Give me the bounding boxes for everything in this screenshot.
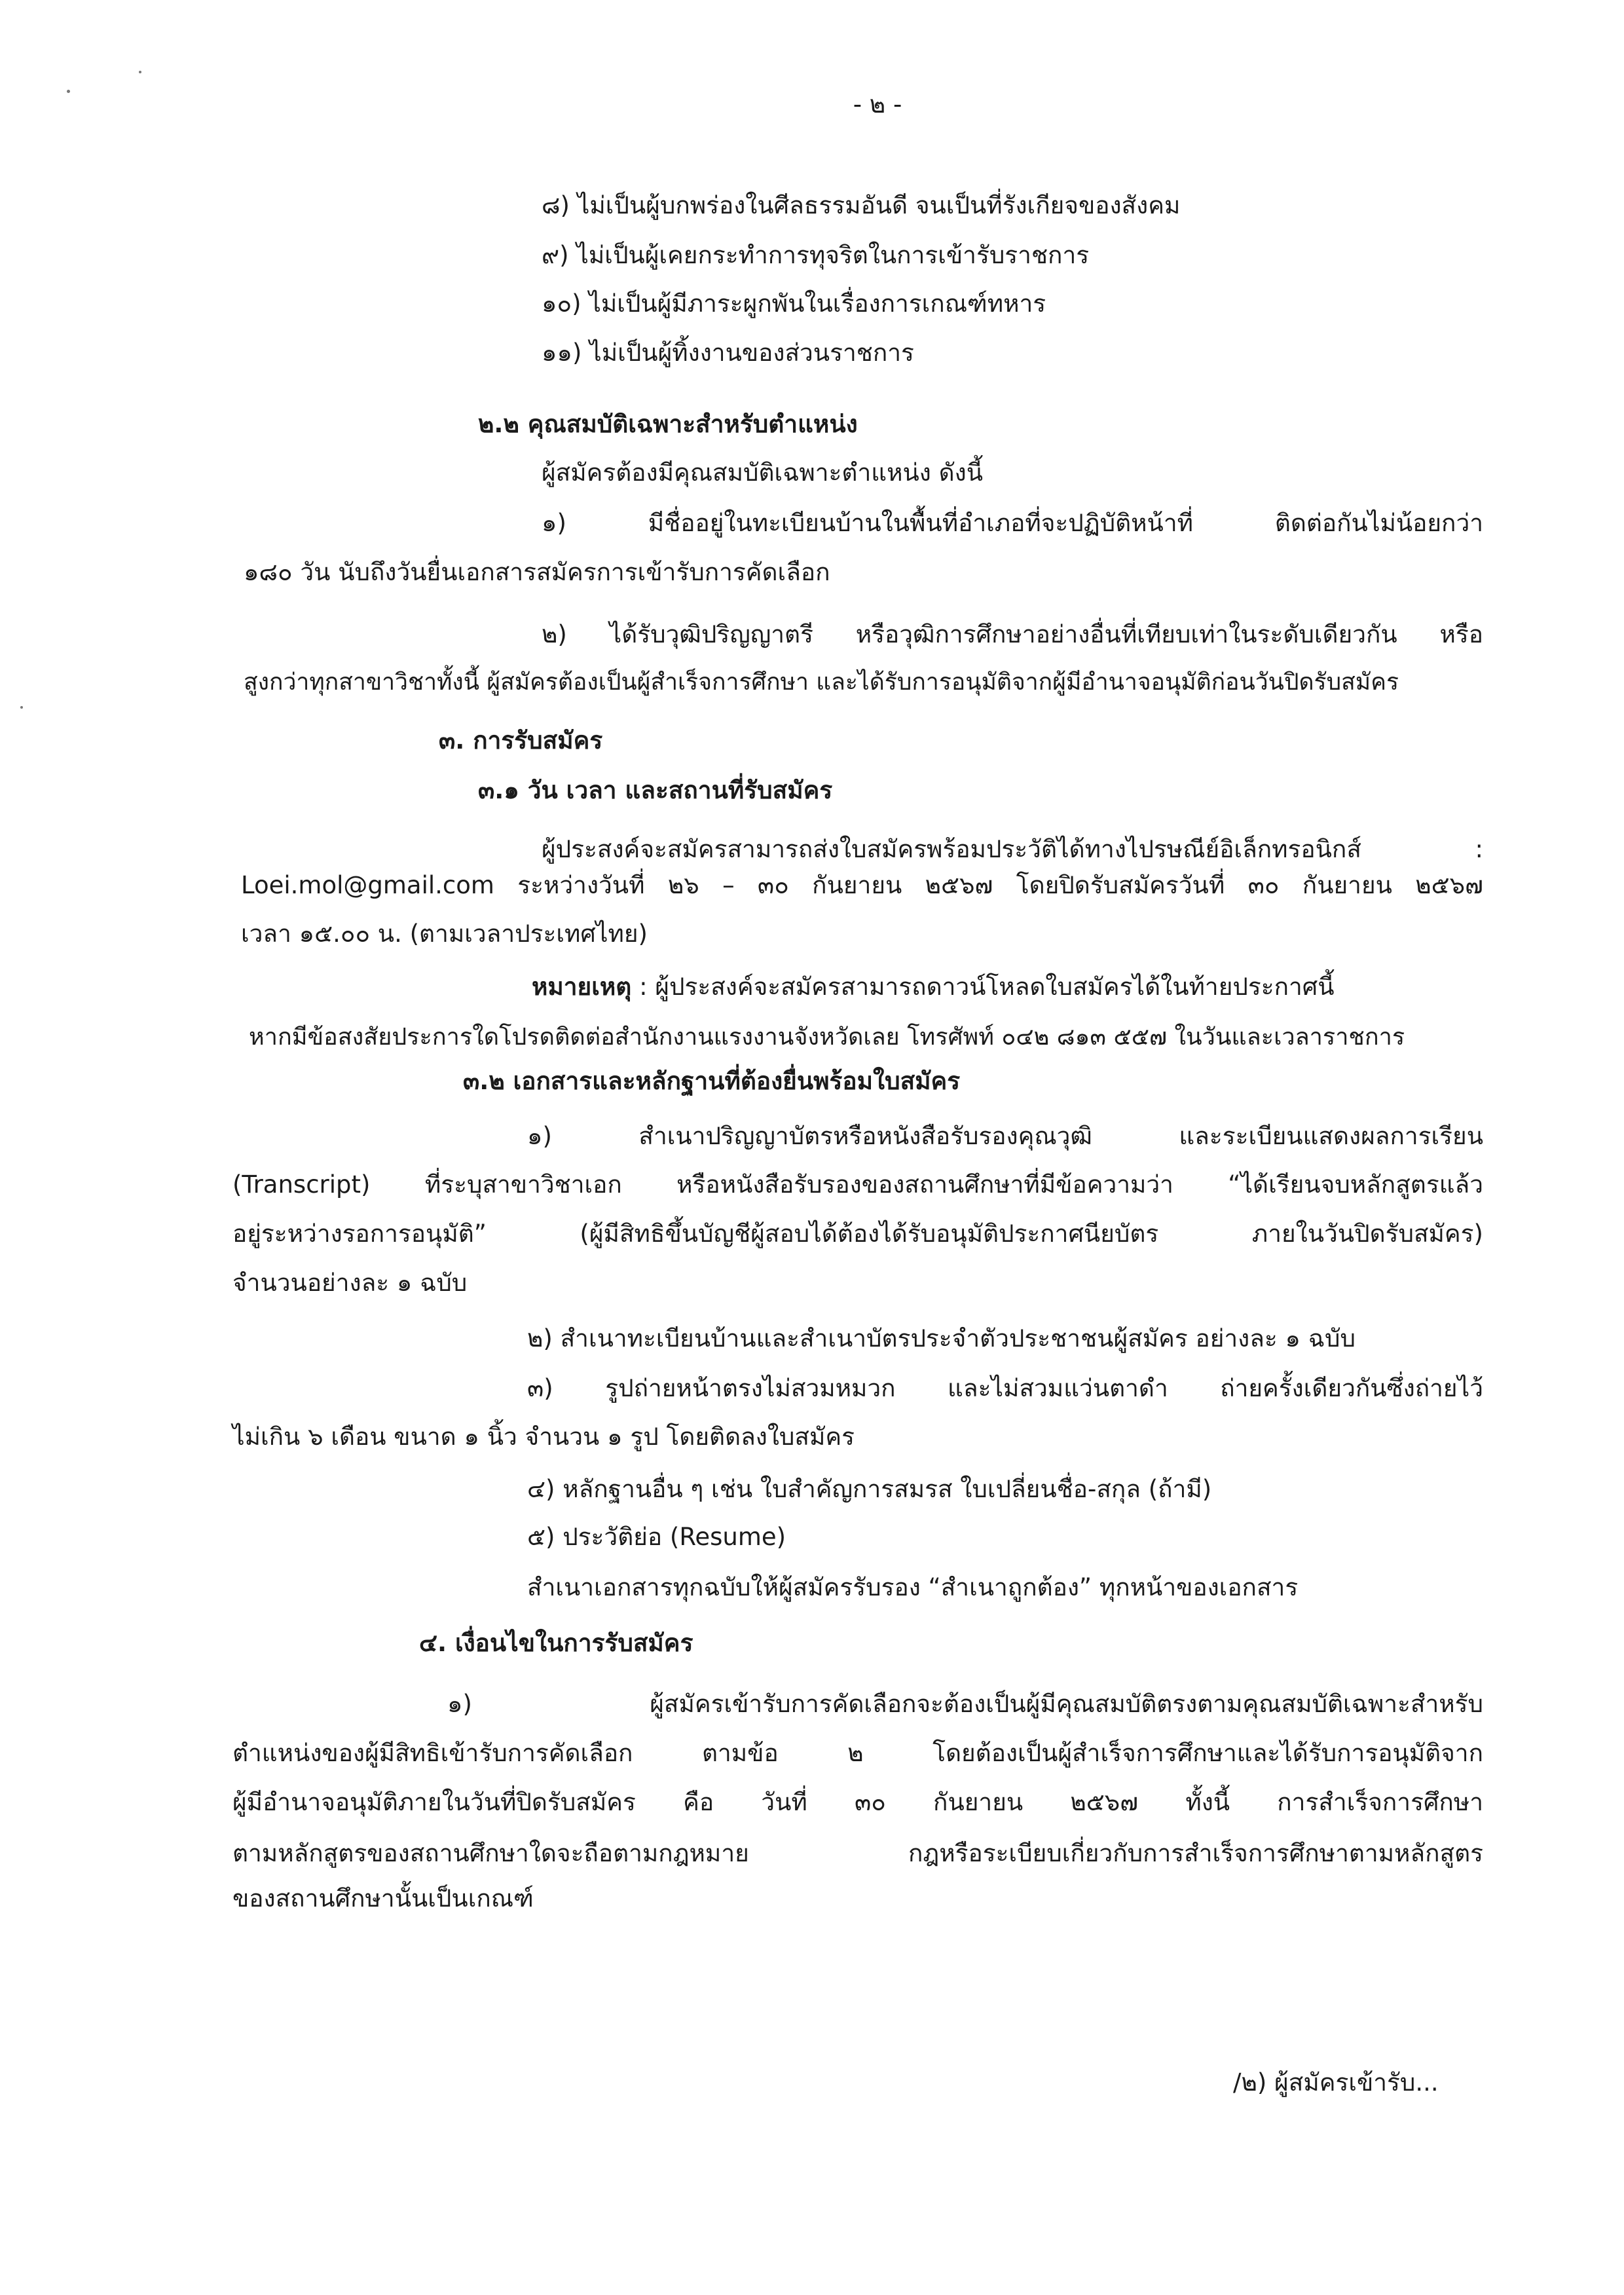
- note-label: หมายเหตุ: [532, 973, 632, 1001]
- scan-speck: [20, 706, 23, 709]
- note-line-2: หากมีข้อสงสัยประการใดโปรดติดต่อสำนักงานแรงงานจังหวัดเลย โทรศัพท์ ๐๔๒ ๘๑๓ ๕๕๗ ในวันและเวลาราชการ: [249, 1024, 1405, 1051]
- document-1-line-4: จำนวนอย่างละ ๑ ฉบับ: [232, 1269, 468, 1297]
- document-1-line-2: (Transcript) ที่ระบุสาขาวิชาเอก หรือหนังสือรับรองของสถานศึกษาที่มีข้อความว่า “ได้เรียนจบหลักสูตรแล้ว: [232, 1170, 1483, 1199]
- section-2-2-item-2-line-1: ๒) ได้รับวุฒิปริญญาตรี หรือวุฒิการศึกษาอย่างอื่นที่เทียบเท่าในระดับเดียวกัน หรือ: [542, 620, 1483, 648]
- qualification-item-10: ๑๐) ไม่เป็นผู้มีภาระผูกพันในเรื่องการเกณฑ์ทหาร: [542, 289, 1046, 318]
- note-text: : ผู้ประสงค์จะสมัครสามารถดาวน์โหลดใบสมัครได้ในท้ายประกาศนี้: [631, 973, 1335, 1001]
- section-3-heading: ๓. การรับสมัคร: [439, 726, 603, 755]
- page-number: - ๒ -: [853, 90, 902, 119]
- section-2-2-intro: ผู้สมัครต้องมีคุณสมบัติเฉพาะตำแหน่ง ดังนี้: [542, 458, 983, 487]
- section-4-line-2: ตำแหน่งของผู้มีสิทธิเข้ารับการคัดเลือก ตามข้อ ๒ โดยต้องเป็นผู้สำเร็จการศึกษาและได้รับการอนุมัติจาก: [232, 1739, 1483, 1767]
- section-4-line-3: ผู้มีอำนาจอนุมัติภายในวันที่ปิดรับสมัคร คือ วันที่ ๓๐ กันยายน ๒๕๖๗ ทั้งนี้ การสำเร็จการศึกษา: [232, 1788, 1483, 1816]
- document-4: ๔) หลักฐานอื่น ๆ เช่น ใบสำคัญการสมรส ใบเปลี่ยนชื่อ-สกุล (ถ้ามี): [527, 1475, 1212, 1503]
- document-5: ๕) ประวัติย่อ (Resume): [527, 1523, 786, 1551]
- continuation-text: /๒) ผู้สมัครเข้ารับ...: [1233, 2068, 1439, 2097]
- section-3-1-line-3: เวลา ๑๕.๐๐ น. (ตามเวลาประเทศไทย): [241, 920, 648, 948]
- section-2-2-item-1-line-2: ๑๘๐ วัน นับถึงวันยื่นเอกสารสมัครการเข้ารับการคัดเลือก: [244, 558, 830, 586]
- document-3-line-2: ไม่เกิน ๖ เดือน ขนาด ๑ นิ้ว จำนวน ๑ รูป โดยติดลงใบสมัคร: [232, 1423, 855, 1451]
- section-3-1-line-2: Loei.mol@gmail.com ระหว่างวันที่ ๒๖ – ๓๐ กันยายน ๒๕๖๗ โดยปิดรับสมัครวันที่ ๓๐ กันยายน ๒๕๖๗: [241, 871, 1483, 899]
- section-4-heading: ๔. เงื่อนไขในการรับสมัคร: [419, 1629, 693, 1657]
- document-1-line-1: ๑) สำเนาปริญญาบัตรหรือหนังสือรับรองคุณวุฒิ และระเบียนแสดงผลการเรียน: [527, 1122, 1483, 1150]
- section-2-2-item-1-line-1: ๑) มีชื่ออยู่ในทะเบียนบ้านในพื้นที่อำเภอที่จะปฏิบัติหน้าที่ ติดต่อกันไม่น้อยกว่า: [542, 509, 1483, 537]
- document-2: ๒) สำเนาทะเบียนบ้านและสำเนาบัตรประจำตัวประชาชนผู้สมัคร อย่างละ ๑ ฉบับ: [527, 1324, 1356, 1353]
- qualification-item-8: ๘) ไม่เป็นผู้บกพร่องในศีลธรรมอันดี จนเป็นที่รังเกียจของสังคม: [542, 191, 1181, 219]
- section-2-2-heading: ๒.๒ คุณสมบัติเฉพาะสำหรับตำแหน่ง: [478, 410, 858, 438]
- document-3-line-1: ๓) รูปถ่ายหน้าตรงไม่สวมหมวก และไม่สวมแว่นตาดำ ถ่ายครั้งเดียวกันซึ่งถ่ายไว้: [527, 1374, 1483, 1402]
- section-3-1-line-1: ผู้ประสงค์จะสมัครสามารถส่งใบสมัครพร้อมประวัติได้ทางไปรษณีย์อิเล็กทรอนิกส์ :: [542, 835, 1483, 863]
- scan-speck: [139, 71, 141, 73]
- copy-certification-note: สำเนาเอกสารทุกฉบับให้ผู้สมัครรับรอง “สำเนาถูกต้อง” ทุกหน้าของเอกสาร: [527, 1573, 1299, 1601]
- section-4-line-1: ๑) ผู้สมัครเข้ารับการคัดเลือกจะต้องเป็นผู้มีคุณสมบัติตรงตามคุณสมบัติเฉพาะสำหรับ: [447, 1690, 1483, 1718]
- qualification-item-11: ๑๑) ไม่เป็นผู้ทิ้งงานของส่วนราชการ: [542, 339, 914, 367]
- document-1-line-3: อยู่ระหว่างรอการอนุมัติ” (ผู้มีสิทธิขึ้นบัญชีผู้สอบได้ต้องได้รับอนุมัติประกาศนียบัตร ภายในวันปิดรับสมัคร): [232, 1220, 1483, 1248]
- section-3-1-heading: ๓.๑ วัน เวลา และสถานที่รับสมัคร: [478, 776, 833, 804]
- scan-speck: [67, 90, 70, 93]
- section-4-line-4: ตามหลักสูตรของสถานศึกษาใดจะถือตามกฎหมาย กฎหรือระเบียบเกี่ยวกับการสำเร็จการศึกษาตามหลักสูตร: [232, 1839, 1483, 1867]
- section-4-line-5: ของสถานศึกษานั้นเป็นเกณฑ์: [232, 1884, 534, 1912]
- qualification-item-9: ๙) ไม่เป็นผู้เคยกระทำการทุจริตในการเข้ารับราชการ: [542, 241, 1090, 269]
- section-3-2-heading: ๓.๒ เอกสารและหลักฐานที่ต้องยื่นพร้อมใบสมัคร: [463, 1067, 961, 1095]
- note-line-1: [532, 973, 1335, 1001]
- section-2-2-item-2-line-2: สูงกว่าทุกสาขาวิชาทั้งนี้ ผู้สมัครต้องเป็นผู้สำเร็จการศึกษา และได้รับการอนุมัติจากผู้มีอำนาจอนุมัติก่อนวันปิดรับสมัคร: [244, 669, 1399, 696]
